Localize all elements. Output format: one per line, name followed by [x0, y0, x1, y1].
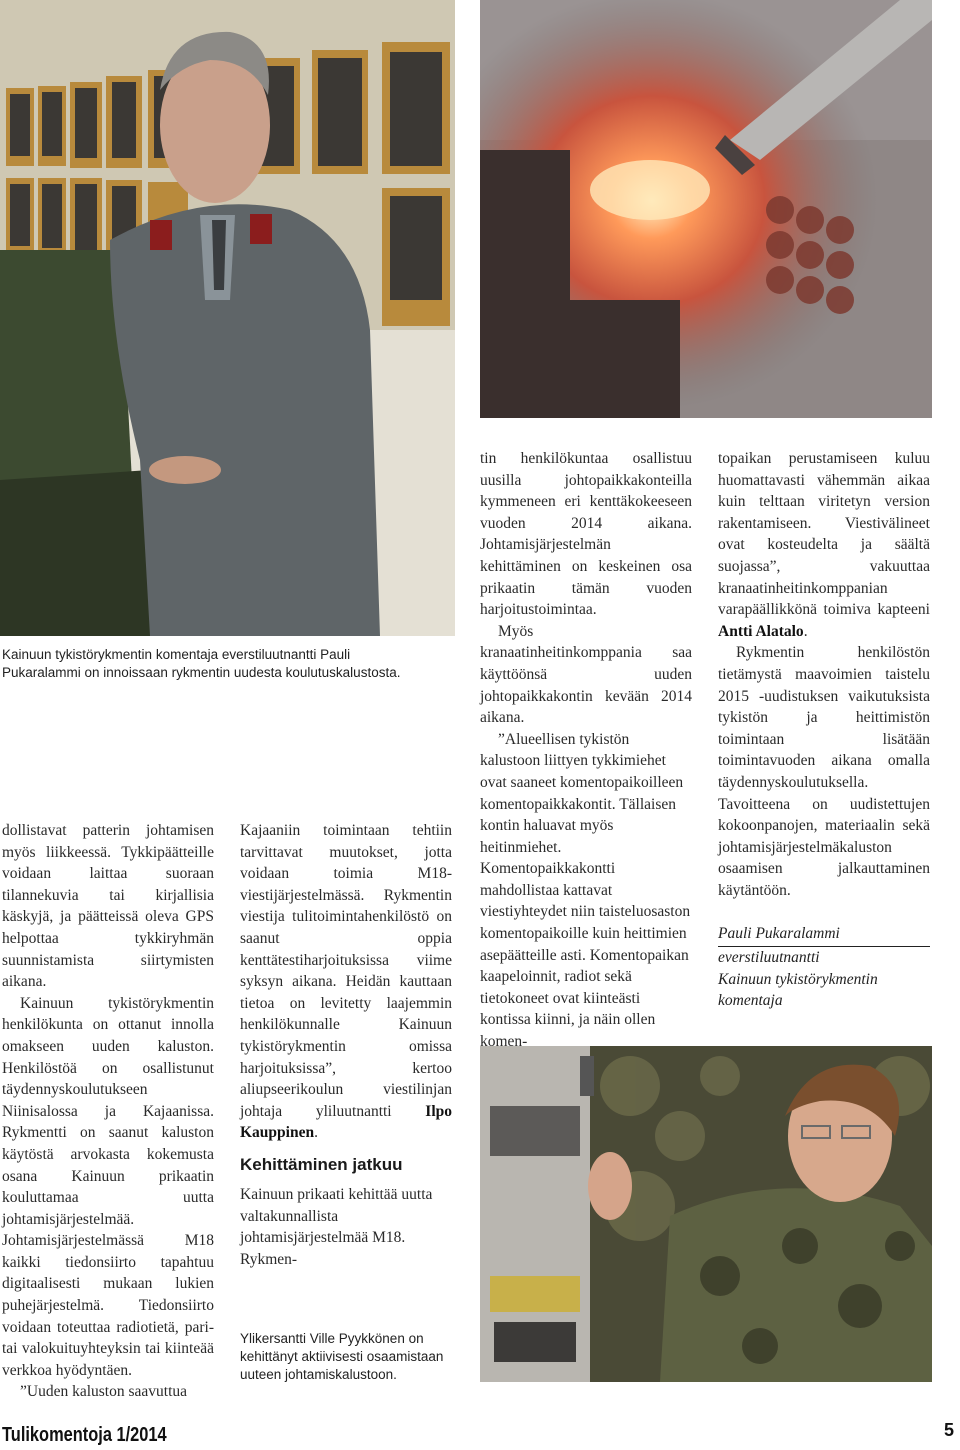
column-4-paragraph-1-text: topaikan perustamiseen kuluu huomattavasti vähemmän aikaa kuin telttaan viritetyn version rakentamiseen. Viestivälineet ovat kosteudelta ja säältä suojassa”, vakuuttaa kranaatinheitinkomppanian varapäällikkönä toimiva kapteeni	[718, 450, 930, 619]
quoted-officer-name: Antti Alatalo	[718, 622, 804, 640]
article-column-4	[718, 448, 930, 1012]
article-column-2	[240, 820, 452, 1270]
column-2-paragraph-2: Kainuun prikaati kehittää uutta valtakunnallista johtamisjärjestelmää M18. Rykmen-	[240, 1185, 433, 1268]
article-column-1	[2, 820, 214, 1403]
signature-name: Pauli Pukaralammi	[718, 923, 930, 947]
rocket-launcher-photo	[480, 0, 932, 418]
column-1-paragraph-1: dollistavat patterin johtamisen myös liikkeessä. Tykkipäätteille voidaan laittaa suoraan tilannekuvia tai kirjallisia käskyjä, ja päätteissä oleva GPS helpottaa tykkiryhmän suunnistamista siirtymisten aikana.	[2, 822, 214, 991]
column-3-paragraph-2: Myös kranaatinheitinkomppania saa käyttöönsä uuden johtopaikkakontin kevään 2014 aikana.	[480, 622, 692, 727]
column-3-paragraph-1: tin henkilökuntaa osallistuu uusilla johtopaikkakonteilla kymmeneen eri kenttäkokeeseen vuoden 2014 aikana. Johtamisjärjestelmän kehittäminen on keskeinen osa prikaatin tämän vuoden harjoitustoimintaa.	[480, 450, 692, 619]
commander-photo-caption: Kainuun tykistörykmentin komentaja everstiluutnantti Pauli Pukaralammi on innoissaan rykmentin uudesta koulutuskalustosta.	[2, 647, 401, 680]
soldier-photo	[480, 1046, 932, 1382]
signature-rank: everstiluutnantti	[718, 949, 820, 967]
article-column-3	[480, 448, 692, 1053]
commander-photo	[0, 0, 455, 636]
soldier-photo-caption: Ylikersantti Ville Pyykkönen on kehittänyt aktiivisesti osaamistaan uuteen johtamiskalustoon.	[240, 1331, 444, 1382]
publication-title: Tulikomentoja 1/2014	[2, 1424, 167, 1446]
signature-role: komentaja	[718, 992, 783, 1010]
signature-unit: Kainuun tykistörykmentin	[718, 970, 878, 988]
column-1-paragraph-3: ”Uuden kaluston saavuttua	[20, 1383, 188, 1401]
column-3-paragraph-3: ”Alueellisen tykistön kalustoon liittyen tykkimiehet ovat saaneet komentopaikoilleen komentopaikkakontit. Tällaisen kontin haluavat myös heitinmiehet. Komentopaikkakontti mahdollistaa kattavat viestiyhteydet niin taisteluosaston komentopaikoille kuin heittimien asepäätteille asti. Komentopaikan kaapeloinnit, radiot sekä tietokoneet ovat kiinteästi kontissa kiinni, ja näin ollen komen-	[480, 730, 691, 1051]
column-4-paragraph-2: Rykmentin henkilöstön tietämystä maavoimien taistelu 2015 -uudistuksen vaikutuksista tykistön ja heittimistön toimintaan lisätään toimintavuoden aikana omalla täydennyskoulutuksella. Tavoitteena on uudistettujen kokoonpanojen, materiaalin sekä johtamisjärjestelmäkaluston osaamisen jalkauttaminen käytäntöön.	[718, 644, 930, 899]
page-number: 5	[943, 1420, 954, 1440]
column-2-paragraph-1: Kajaaniin toimintaan tehtiin tarvittavat muutokset, jotta voidaan toimia M18-viestijärjestelmässä. Rykmentin viestija tulitoimintahenkilöstö on saanut oppia kenttätestiharjoituksissa viime syksyn aikana. Heidän kauttaan tietoa on levitetty laajemmin henkilökunnalle Kainuun tykistörykmentin omissa harjoituksissa”, kertoo aliupseerikoulun viestilinjan johtaja yliluutnantti Ilpo Kauppinen.	[240, 822, 453, 1142]
column-4-paragraph-1: topaikan perustamiseen kuluu huomattavasti vähemmän aikaa kuin telttaan viritetyn version rakentamiseen. Viestivälineet ovat kosteudelta ja säältä suojassa”, vakuuttaa kranaatinheitinkomppanian varapäällikkönä toimiva kapteeni Antti Alatalo.	[718, 450, 930, 640]
column-2-paragraph-1-text: Kajaaniin toimintaan tehtiin tarvittavat muutokset, jotta voidaan toimia M18-viestijärjestelmässä. Rykmentin viestija tulitoimintahenkilöstö on saanut oppia kenttätestiharjoituksissa viime syksyn aikana. Heidän kauttaan tietoa on levitetty laajemmin henkilökunnalle Kainuun tykistörykmentin omissa harjoituksissa”, kertoo aliupseerikoulun viestilinjan johtaja yliluutnantti	[240, 822, 452, 1120]
section-heading: Kehittäminen jatkuu	[240, 1154, 403, 1174]
interviewee-name: Ilpo Kauppinen	[240, 1102, 453, 1142]
column-1-paragraph-2: Kainuun tykistörykmentin henkilökunta on ottanut innolla omakseen uuden kaluston. Henkilöstöä on osallistunut täydennyskoulutukseen Niinisalossa ja Kajaanissa. Rykmentti on saanut kaluston käytöstä arvokasta kokemusta osana Kainuun prikaatin kouluttamaa uutta johtamisjärjestelmää. Johtamisjärjestelmässä M18 kaikki tiedonsiirto tapahtuu digitaalisesti mukaan lukien puhejärjestelmä. Tiedonsiirto voidaan toteuttaa radiotietä, pari- tai valokuituyhteyksin tai kiinteää verkkoa hyödyntäen.	[2, 994, 214, 1379]
